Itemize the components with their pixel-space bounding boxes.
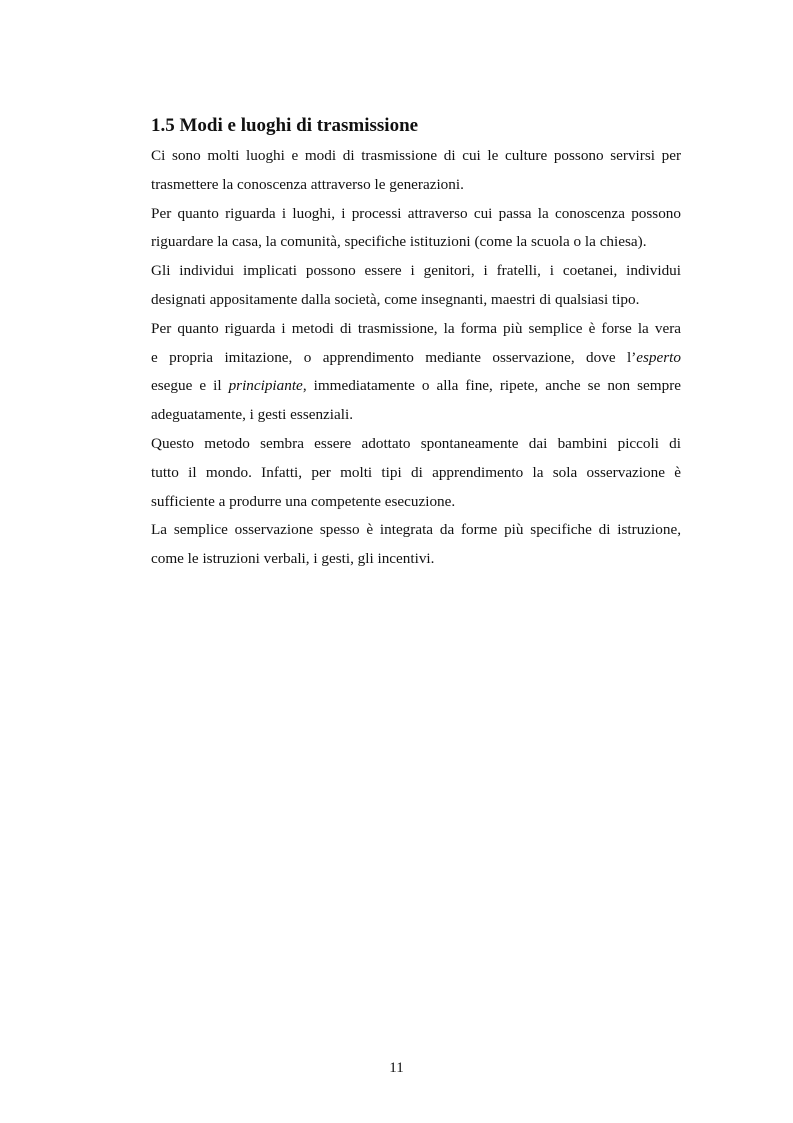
text-line: trasmettere la conoscenza attraverso le generazioni. — [151, 175, 464, 193]
text-line: riguardare la casa, la comunità, specifiche istituzioni (come la scuola o la chiesa). — [151, 233, 647, 251]
text-run: , immediatamente o alla fine, ripete, anche se non sempre — [302, 377, 681, 395]
emphasis-text: esperto — [636, 348, 681, 366]
paragraph — [151, 516, 681, 574]
paragraph — [151, 200, 681, 258]
paragraph — [151, 257, 681, 315]
text-line: designati appositamente dalla società, come insegnanti, maestri di qualsiasi tipo. — [151, 290, 640, 308]
paragraph — [151, 142, 681, 200]
text-run: e propria imitazione, o apprendimento mediante osservazione, dove l’ — [151, 348, 637, 366]
page-number: 11 — [389, 1060, 404, 1076]
text-run: esegue e il — [151, 377, 229, 395]
section-body — [151, 142, 681, 574]
text-line: Questo metodo sembra essere adottato spontaneamente dai bambini piccoli di — [151, 434, 681, 452]
text-line: La semplice osservazione spesso è integrata da forme più specifiche di istruzione, — [151, 521, 681, 539]
paragraph — [151, 315, 681, 430]
text-line: adeguatamente, i gesti essenziali. — [151, 406, 353, 424]
paragraph — [151, 430, 681, 516]
text-line: tutto il mondo. Infatti, per molti tipi di apprendimento la sola osservazione è — [151, 463, 681, 481]
section-heading: 1.5 Modi e luoghi di trasmissione — [151, 115, 419, 136]
emphasis-text: principiante — [228, 377, 303, 395]
text-line: sufficiente a produrre una competente esecuzione. — [151, 492, 456, 510]
text-line: Per quanto riguarda i metodi di trasmissione, la forma più semplice è forse la vera — [151, 319, 681, 337]
text-line — [151, 344, 681, 373]
text-line: Per quanto riguarda i luoghi, i processi attraverso cui passa la conoscenza possono — [151, 204, 681, 222]
text-line: Ci sono molti luoghi e modi di trasmissione di cui le culture possono servirsi per — [151, 147, 681, 164]
text-line — [151, 372, 681, 401]
text-line: come le istruzioni verbali, i gesti, gli incentivi. — [151, 550, 435, 568]
text-line: Gli individui implicati possono essere i genitori, i fratelli, i coetanei, individui — [151, 262, 681, 280]
